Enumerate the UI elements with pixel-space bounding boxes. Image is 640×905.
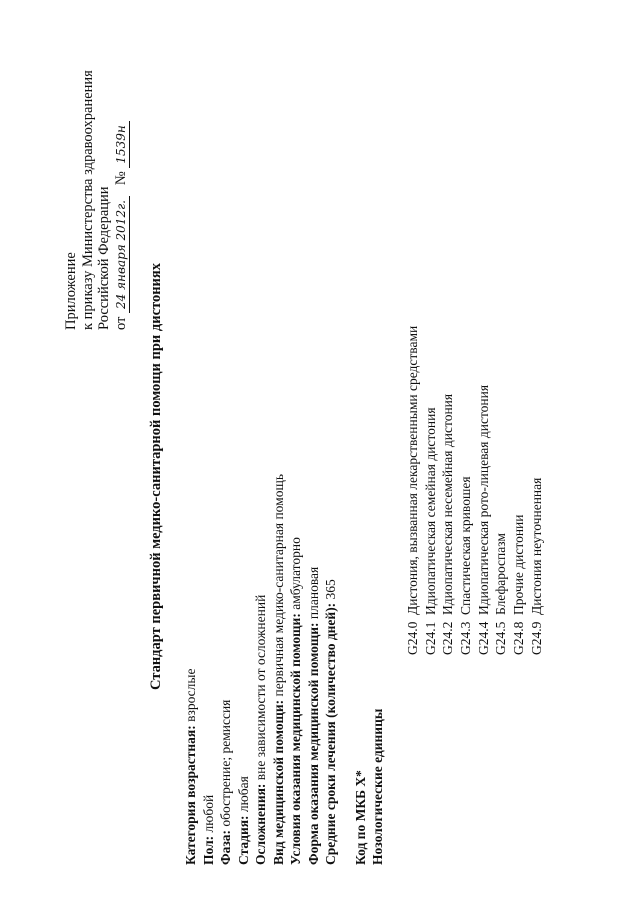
handwritten-date: 24 января 2012г. xyxy=(113,196,131,313)
icd-row: G24.4 Идиопатическая рото-лицевая дистония xyxy=(475,384,491,655)
icd-heading xyxy=(352,709,386,865)
appendix-date-line xyxy=(113,70,130,330)
appendix-line-2: к приказу Министерства здравоохранения xyxy=(79,70,96,330)
param-stage: Стадия: любая xyxy=(235,776,251,865)
standard-parameters xyxy=(182,474,340,865)
appendix-header xyxy=(63,70,129,330)
icd-code-heading: Код по МКБ X* xyxy=(353,770,368,865)
icd-row: G24.1 Идиопатическая семейная дистония xyxy=(422,407,438,655)
icd-code-list xyxy=(404,326,546,655)
nosology-heading: Нозологические единицы xyxy=(370,708,385,865)
param-complications: Осложнения: вне зависимости от осложнений xyxy=(253,594,268,865)
number-label: № xyxy=(112,171,129,186)
icd-row: G24.8 Прочие дистонии xyxy=(511,514,527,655)
param-care-form: Форма оказания медицинской помощи: плановая xyxy=(305,566,321,865)
param-sex: Пол: любой xyxy=(200,794,216,865)
icd-row: G24.3 Спастическая кривошея xyxy=(458,476,474,655)
param-care-type: Вид медицинской помощи: первичная медико-санитарная помощь xyxy=(270,473,286,865)
icd-row: G24.2 Идиопатическая несемейная дистония xyxy=(440,393,456,655)
param-duration: Средние сроки лечения (количество дней): 365 xyxy=(323,579,338,865)
from-label: от xyxy=(112,316,129,330)
document-title: Стандарт первичной медико-санитарной помощи при дистониях xyxy=(148,262,164,690)
appendix-line-1: Приложение xyxy=(63,252,79,330)
param-age: Категория возрастная: взрослые xyxy=(183,668,198,865)
param-phase: Фаза: обострение; ремиссия xyxy=(218,699,233,865)
appendix-line-3: Российской Федерации xyxy=(96,186,112,330)
icd-row: G24.0 Дистония, вызванная лекарственными средствами xyxy=(405,325,420,655)
handwritten-number: 1539н xyxy=(113,121,131,167)
icd-row: G24.9 Дистония неуточненная xyxy=(528,477,544,655)
icd-row: G24.5 Блефароспазм xyxy=(493,533,509,655)
param-care-conditions: Условия оказания медицинской помощи: амбулаторно xyxy=(288,537,303,865)
